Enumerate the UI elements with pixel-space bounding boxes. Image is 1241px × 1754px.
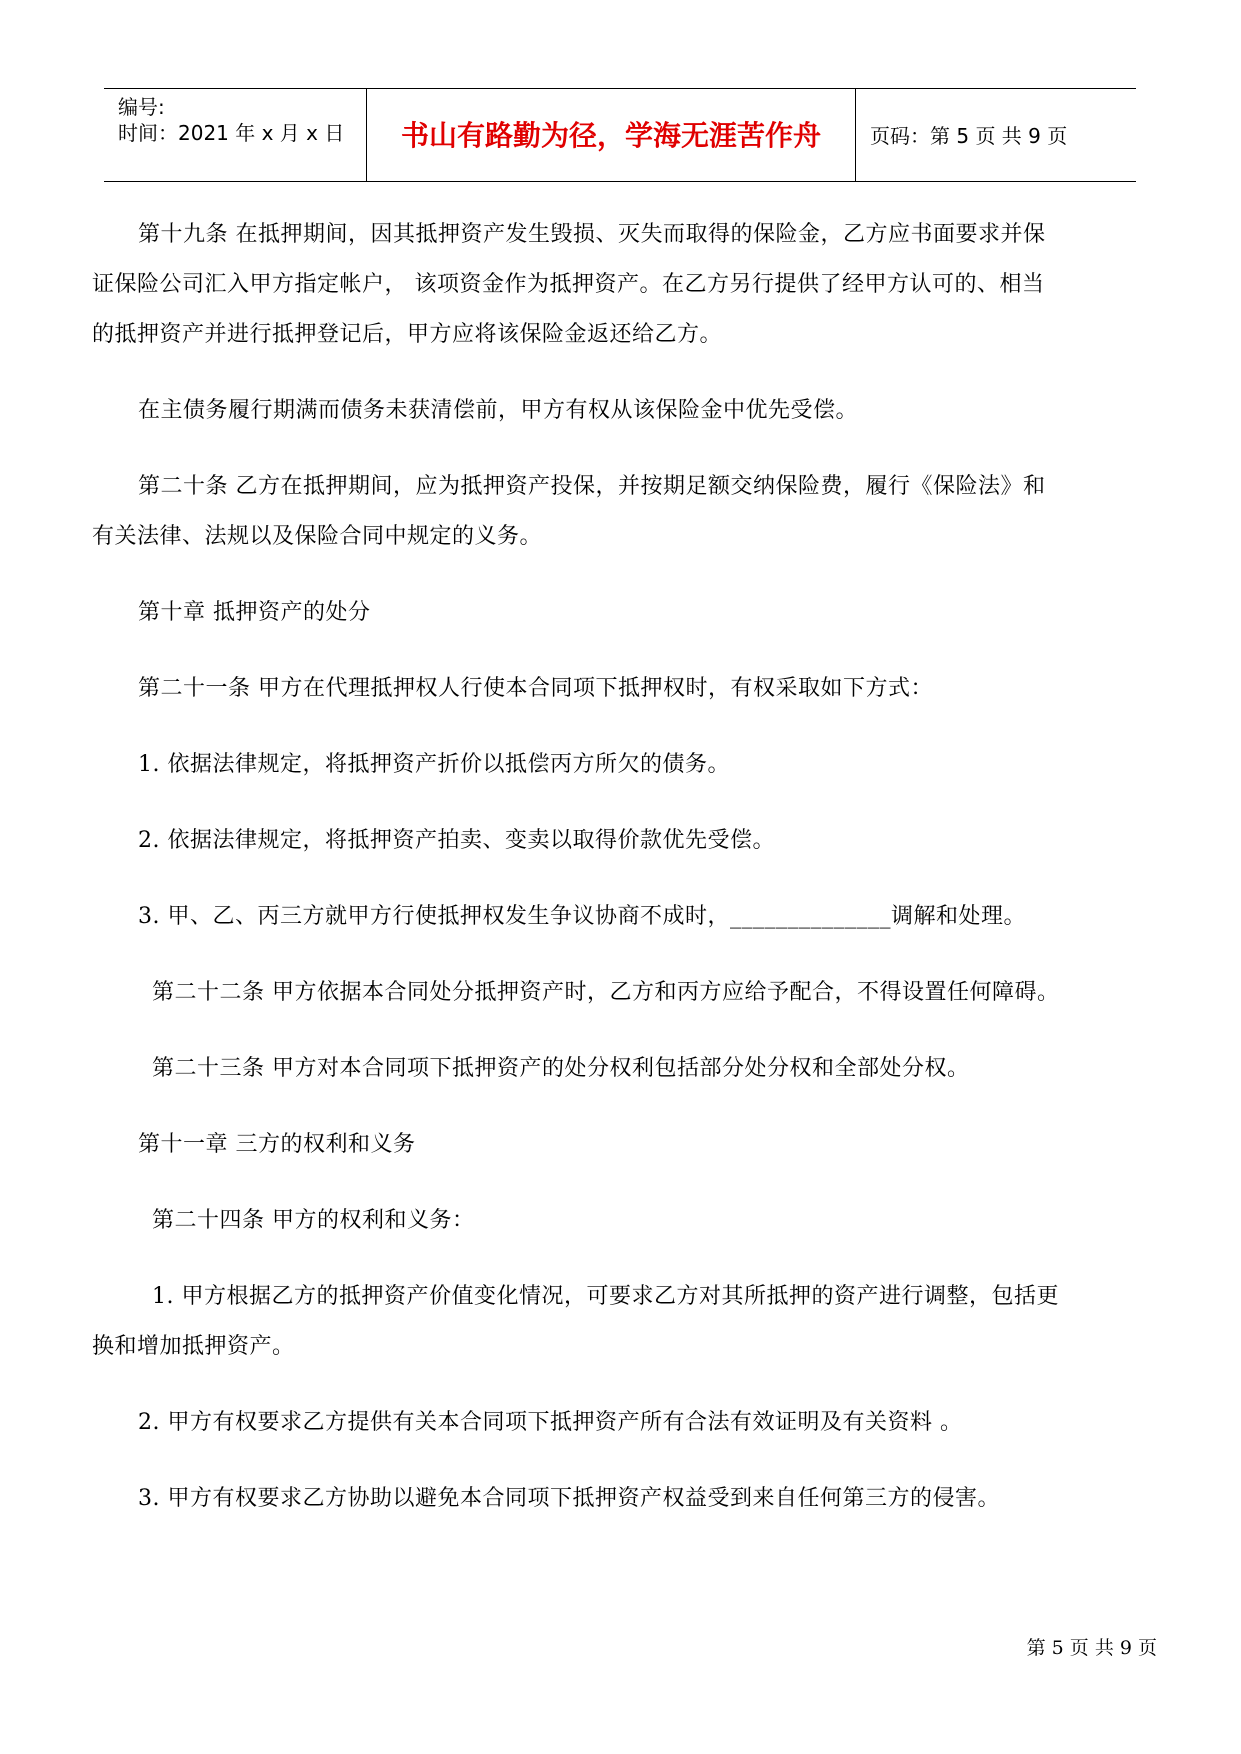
article-21-item-3	[92, 892, 1198, 942]
header-motto-cell	[366, 89, 856, 181]
article-24: 第二十四条 甲方的权利和义务：	[152, 1208, 475, 1233]
article-23: 第二十三条 甲方对本合同项下抵押资产的处分权利包括部分处分权和全部处分权。	[152, 1056, 970, 1081]
item-3-blank: ______________	[730, 904, 891, 929]
article-19-line-2: 证保险公司汇入甲方指定帐户， 该项资金作为抵押资产。在乙方另行提供了经甲方认可的、相当	[92, 272, 1045, 297]
article-24-item-3: 3. 甲方有权要求乙方协助以避免本合同项下抵押资产权益受到来自任何第三方的侵害。	[138, 1486, 1000, 1511]
chapter-10-heading: 第十章 抵押资产的处分	[138, 600, 371, 625]
serial-number-label: 编号:	[118, 95, 165, 119]
chapter-11-heading: 第十一章 三方的权利和义务	[138, 1132, 416, 1157]
time-label: 时间：2021 年 x 月 x 日	[118, 121, 345, 145]
article-24-item-1-line-2: 换和增加抵押资产。	[92, 1334, 295, 1359]
page-code: 页码：第 5 页 共 9 页	[870, 124, 1068, 148]
article-22: 第二十二条 甲方依据本合同处分抵押资产时，乙方和丙方应给予配合，不得设置任何障碍。	[152, 980, 1060, 1005]
article-24-item-1-line-1: 1. 甲方根据乙方的抵押资产价值变化情况，可要求乙方对其所抵押的资产进行调整，包括更	[152, 1284, 1059, 1309]
item-3-text-start: 3. 甲、乙、丙三方就甲方行使抵押权发生争议协商不成时，	[138, 904, 730, 929]
article-19-paragraph-2: 在主债务履行期满而债务未获清偿前，甲方有权从该保险金中优先受偿。	[138, 398, 859, 423]
page-header	[104, 88, 1136, 182]
header-page-cell	[856, 89, 1136, 181]
article-19-line-1: 第十九条 在抵押期间，因其抵押资产发生毁损、灭失而取得的保险金，乙方应书面要求并保	[138, 222, 1046, 247]
page-footer: 第 5 页 共 9 页	[1026, 1637, 1157, 1659]
article-21-item-1: 1. 依据法律规定，将抵押资产折价以抵偿丙方所欠的债务。	[138, 752, 730, 777]
article-19-line-3: 的抵押资产并进行抵押登记后，甲方应将该保险金返还给乙方。	[92, 322, 723, 347]
header-info-cell	[104, 89, 366, 181]
motto-text: 书山有路勤为径，学海无涯苦作舟	[400, 119, 821, 152]
article-21-item-2: 2. 依据法律规定，将抵押资产拍卖、变卖以取得价款优先受偿。	[138, 828, 775, 853]
article-21: 第二十一条 甲方在代理抵押权人行使本合同项下抵押权时，有权采取如下方式：	[138, 676, 933, 701]
article-24-item-2: 2. 甲方有权要求乙方提供有关本合同项下抵押资产所有合法有效证明及有关资料 。	[138, 1410, 963, 1435]
article-20-line-1: 第二十条 乙方在抵押期间，应为抵押资产投保，并按期足额交纳保险费，履行《保险法》和	[138, 474, 1046, 499]
item-3-text-end: 调解和处理。	[891, 904, 1027, 929]
article-20-line-2: 有关法律、法规以及保险合同中规定的义务。	[92, 524, 543, 549]
